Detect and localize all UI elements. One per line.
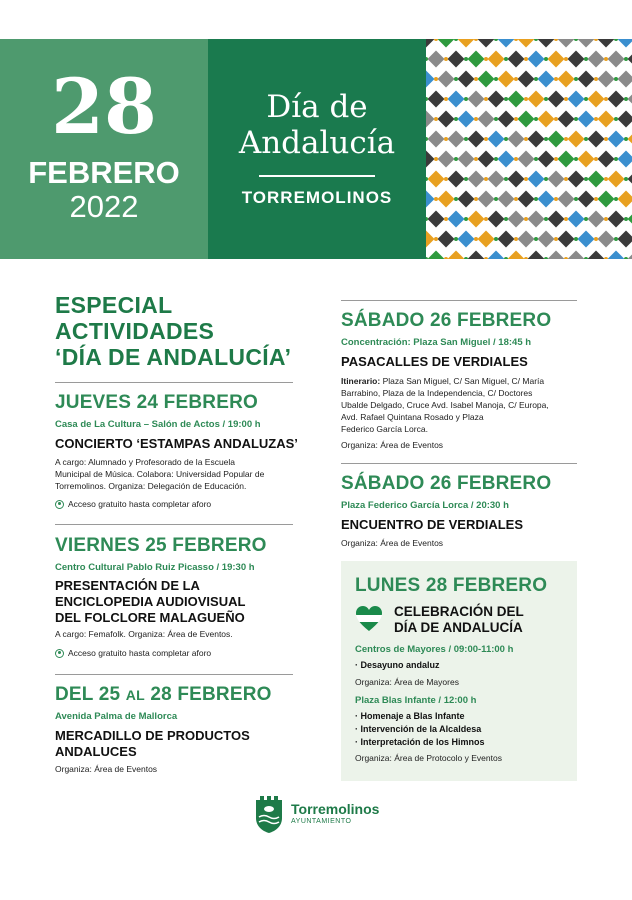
title-line: ENCICLOPEDIA AUDIOVISUAL: [55, 594, 246, 609]
title-line: CELEBRACIÓN DEL: [394, 604, 524, 619]
pattern-dot: [444, 97, 448, 101]
pattern-dot: [524, 97, 528, 101]
event-location: Plaza Federico García Lorca / 20:30 h: [341, 500, 509, 511]
divider: [341, 300, 577, 301]
event-day-start: DEL 25: [55, 684, 121, 705]
pattern-dot: [554, 157, 558, 161]
pattern-dot: [554, 77, 558, 81]
pattern-dot: [574, 237, 578, 241]
pattern-dot: [504, 217, 508, 221]
main-heading-line: ESPECIAL: [55, 292, 173, 318]
event-day: JUEVES 24 FEBRERO: [55, 392, 258, 413]
pattern-dot: [544, 217, 548, 221]
divider: [341, 463, 577, 464]
pattern-dot: [464, 57, 468, 61]
pattern-dot: [484, 137, 488, 141]
event-day: LUNES 28 FEBRERO: [355, 575, 548, 596]
pattern-dot: [464, 177, 468, 181]
divider: [55, 382, 293, 383]
pattern-dot: [584, 177, 588, 181]
pattern-dot: [534, 77, 538, 81]
pattern-dot: [504, 177, 508, 181]
event-encuentro: [341, 473, 581, 549]
pattern-dot: [524, 137, 528, 141]
event-day: VIERNES 25 FEBRERO: [55, 535, 267, 556]
andalusian-flag-heart-icon: [355, 605, 383, 633]
event-title: PASACALLES DE VERDIALES: [341, 354, 528, 369]
pattern-dot: [534, 157, 538, 161]
pattern-dot: [624, 137, 628, 141]
pattern-dot: [434, 77, 438, 81]
pattern-dot: [434, 117, 438, 121]
pattern-dot: [574, 117, 578, 121]
date-year: 2022: [69, 189, 139, 224]
pattern-dot: [594, 117, 598, 121]
pattern-dot: [604, 137, 608, 141]
event-day: SÁBADO 26 FEBRERO: [341, 473, 552, 494]
pattern-dot: [474, 197, 478, 201]
pattern-dot: [544, 177, 548, 181]
event-organizer: Organiza: Área de Mayores: [355, 677, 459, 687]
pattern-dot: [574, 197, 578, 201]
pattern-dot: [484, 217, 488, 221]
pattern-dot: [604, 57, 608, 61]
pattern-dot: [464, 97, 468, 101]
pattern-dot: [584, 217, 588, 221]
pattern-dot: [444, 217, 448, 221]
pattern-dot: [554, 237, 558, 241]
event-description: [55, 456, 300, 492]
event-day-end: 28 FEBRERO: [150, 684, 272, 705]
pattern-dot: [624, 217, 628, 221]
pattern-dot: [464, 137, 468, 141]
pattern-dot: [614, 117, 618, 121]
event-title: [55, 728, 300, 760]
event-title: [394, 604, 524, 636]
pattern-dot: [584, 137, 588, 141]
date-panel: [0, 39, 208, 259]
pattern-dot: [444, 57, 448, 61]
footer-brand-name: Torremolinos: [291, 801, 380, 817]
pattern-dot: [604, 217, 608, 221]
pattern-dot: [574, 157, 578, 161]
pattern-dot: [434, 157, 438, 161]
pattern-dot: [564, 57, 568, 61]
event-organizer: Organiza: Área de Eventos: [55, 764, 158, 774]
pattern-dot: [454, 157, 458, 161]
user-circle-icon: [55, 649, 64, 658]
pattern-dot: [554, 197, 558, 201]
pattern-dot: [454, 117, 458, 121]
schedule-item: · Homenaje a Blas Infante: [355, 711, 465, 721]
pattern-dot: [614, 237, 618, 241]
footer-brand-subtitle: AYUNTAMIENTO: [291, 818, 352, 825]
pattern-dot: [564, 217, 568, 221]
itinerary-text: Plaza San Miguel, C/ San Miguel, C/ María: [380, 376, 545, 386]
title-panel: [208, 39, 426, 259]
pattern-dot: [434, 197, 438, 201]
event-pasacalles: [341, 310, 581, 451]
pattern-dot: [514, 117, 518, 121]
pattern-dot: [594, 157, 598, 161]
pattern-dot: [454, 77, 458, 81]
event-location: Casa de La Cultura – Salón de Actos / 19:00 h: [55, 419, 261, 430]
pattern-dot: [594, 237, 598, 241]
pattern-dot: [624, 177, 628, 181]
pattern-dot: [614, 157, 618, 161]
pattern-dot: [554, 117, 558, 121]
pattern-dot: [564, 97, 568, 101]
pattern-dot: [604, 177, 608, 181]
pattern-dot: [474, 157, 478, 161]
event-day-connector: AL: [125, 687, 145, 703]
event-title: CONCIERTO ‘ESTAMPAS ANDALUZAS’: [55, 436, 298, 451]
main-heading-line: ACTIVIDADES: [55, 318, 215, 344]
date-day: 28: [51, 62, 157, 151]
event-location: Concentración: Plaza San Miguel / 18:45 h: [341, 337, 532, 348]
tile-pattern-image: [426, 39, 632, 259]
pattern-dot: [574, 77, 578, 81]
text-line: Ubalde Delgado, Cruce Avd. Isabel Manoja, C/ Europa,: [341, 400, 549, 410]
schedule-item: · Intervención de la Alcaldesa: [355, 724, 482, 734]
event-itinerary: [341, 375, 581, 435]
event-title: ENCUENTRO DE VERDIALES: [341, 517, 524, 532]
torremolinos-crest-icon: [254, 794, 284, 834]
title-line: ANDALUCES: [55, 744, 137, 759]
pattern-dot: [534, 237, 538, 241]
pattern-dot: [494, 237, 498, 241]
pattern-dot: [494, 197, 498, 201]
event-schedule: [355, 643, 570, 764]
access-text: Acceso gratuito hasta completar aforo: [68, 648, 212, 658]
event-organizer: Organiza: Área de Eventos: [341, 538, 444, 548]
title-line2: Andalucía: [238, 125, 396, 161]
pattern-dot: [624, 97, 628, 101]
event-mercadillo: [55, 684, 300, 775]
pattern-dot: [444, 177, 448, 181]
pattern-dot: [494, 157, 498, 161]
access-note: [55, 647, 300, 659]
pattern-dot: [594, 197, 598, 201]
text-line: Federico García Lorca.: [341, 424, 428, 434]
access-note: [55, 498, 300, 510]
text-line: Barrabino, Plaza de la Independencia, C/ Doctores: [341, 388, 533, 398]
event-jueves: [55, 392, 300, 510]
event-organizer: Organiza: Área de Protocolo y Eventos: [355, 753, 502, 763]
text-line: Municipal de Música. Colabora: Universidad Popular de: [55, 469, 265, 479]
title-line1: Día de: [266, 89, 368, 125]
pattern-dot: [604, 97, 608, 101]
pattern-dot: [434, 237, 438, 241]
pattern-dot: [514, 237, 518, 241]
pattern-dot: [454, 237, 458, 241]
city-name: TORREMOLINOS: [241, 188, 393, 207]
pattern-dot: [504, 97, 508, 101]
event-location: Centros de Mayores / 09:00-11:00 h: [355, 644, 514, 655]
pattern-dot: [484, 177, 488, 181]
title-line: DÍA DE ANDALUCÍA: [394, 620, 523, 635]
divider: [55, 674, 293, 675]
title-line: PRESENTACIÓN DE LA: [55, 578, 200, 593]
pattern-dot: [544, 97, 548, 101]
main-heading: [55, 292, 315, 370]
event-description: A cargo: Femafolk. Organiza: Área de Eventos.: [55, 629, 233, 639]
text-line: A cargo: Alumnado y Profesorado de la Escuela: [55, 457, 236, 467]
pattern-dot: [494, 77, 498, 81]
pattern-dot: [584, 97, 588, 101]
pattern-dot: [514, 197, 518, 201]
pattern-dot: [584, 57, 588, 61]
pattern-dot: [614, 77, 618, 81]
pattern-dot: [544, 57, 548, 61]
pattern-dot: [514, 157, 518, 161]
pattern-dot: [504, 137, 508, 141]
pattern-dot: [624, 57, 628, 61]
title-line: MERCADILLO DE PRODUCTOS: [55, 728, 250, 743]
text-line: Avd. Rafael Quintana Rosado y Plaza: [341, 412, 484, 422]
title-divider: [259, 175, 375, 177]
pattern-dot: [564, 137, 568, 141]
pattern-dot: [594, 77, 598, 81]
pattern-dot: [524, 57, 528, 61]
pattern-dot: [474, 237, 478, 241]
pattern-dot: [534, 197, 538, 201]
main-heading-line: ‘DÍA DE ANDALUCÍA’: [55, 344, 292, 370]
schedule-item: · Desayuno andaluz: [355, 660, 440, 670]
pattern-dot: [544, 137, 548, 141]
event-location: Avenida Palma de Mallorca: [55, 711, 178, 722]
event-organizer: Organiza: Área de Eventos: [341, 440, 444, 450]
pattern-dot: [564, 177, 568, 181]
pattern-dot: [494, 117, 498, 121]
event-day: [55, 684, 300, 706]
pattern-dot: [444, 137, 448, 141]
pattern-dot: [614, 197, 618, 201]
highlight-box-lunes: [341, 561, 577, 781]
header-banner: [0, 39, 632, 259]
text-line: Torremolinos. Organiza: Delegación de Educación.: [55, 481, 247, 491]
pattern-dot: [534, 117, 538, 121]
pattern-dot: [524, 217, 528, 221]
pattern-dot: [514, 77, 518, 81]
title-line: DEL FOLCLORE MALAGUEÑO: [55, 610, 245, 625]
pattern-dot: [484, 57, 488, 61]
event-location: Centro Cultural Pablo Ruiz Picasso / 19:30 h: [55, 562, 255, 573]
pattern-dot: [484, 97, 488, 101]
event-title: [55, 578, 300, 626]
pattern-dot: [474, 117, 478, 121]
event-location: Plaza Blas Infante / 12:00 h: [355, 695, 477, 706]
text-line: [341, 375, 581, 387]
event-viernes: [55, 535, 300, 659]
access-text: Acceso gratuito hasta completar aforo: [68, 499, 212, 509]
pattern-dot: [454, 197, 458, 201]
pattern-dot: [504, 57, 508, 61]
date-month: FEBRERO: [28, 155, 180, 190]
pattern-dot: [464, 217, 468, 221]
pattern-dot: [474, 77, 478, 81]
event-day: SÁBADO 26 FEBRERO: [341, 310, 552, 331]
itinerary-label: Itinerario:: [341, 376, 381, 386]
schedule-item: · Interpretación de los Himnos: [355, 737, 485, 747]
pattern-dot: [524, 177, 528, 181]
divider: [55, 524, 293, 525]
user-circle-icon: [55, 500, 64, 509]
